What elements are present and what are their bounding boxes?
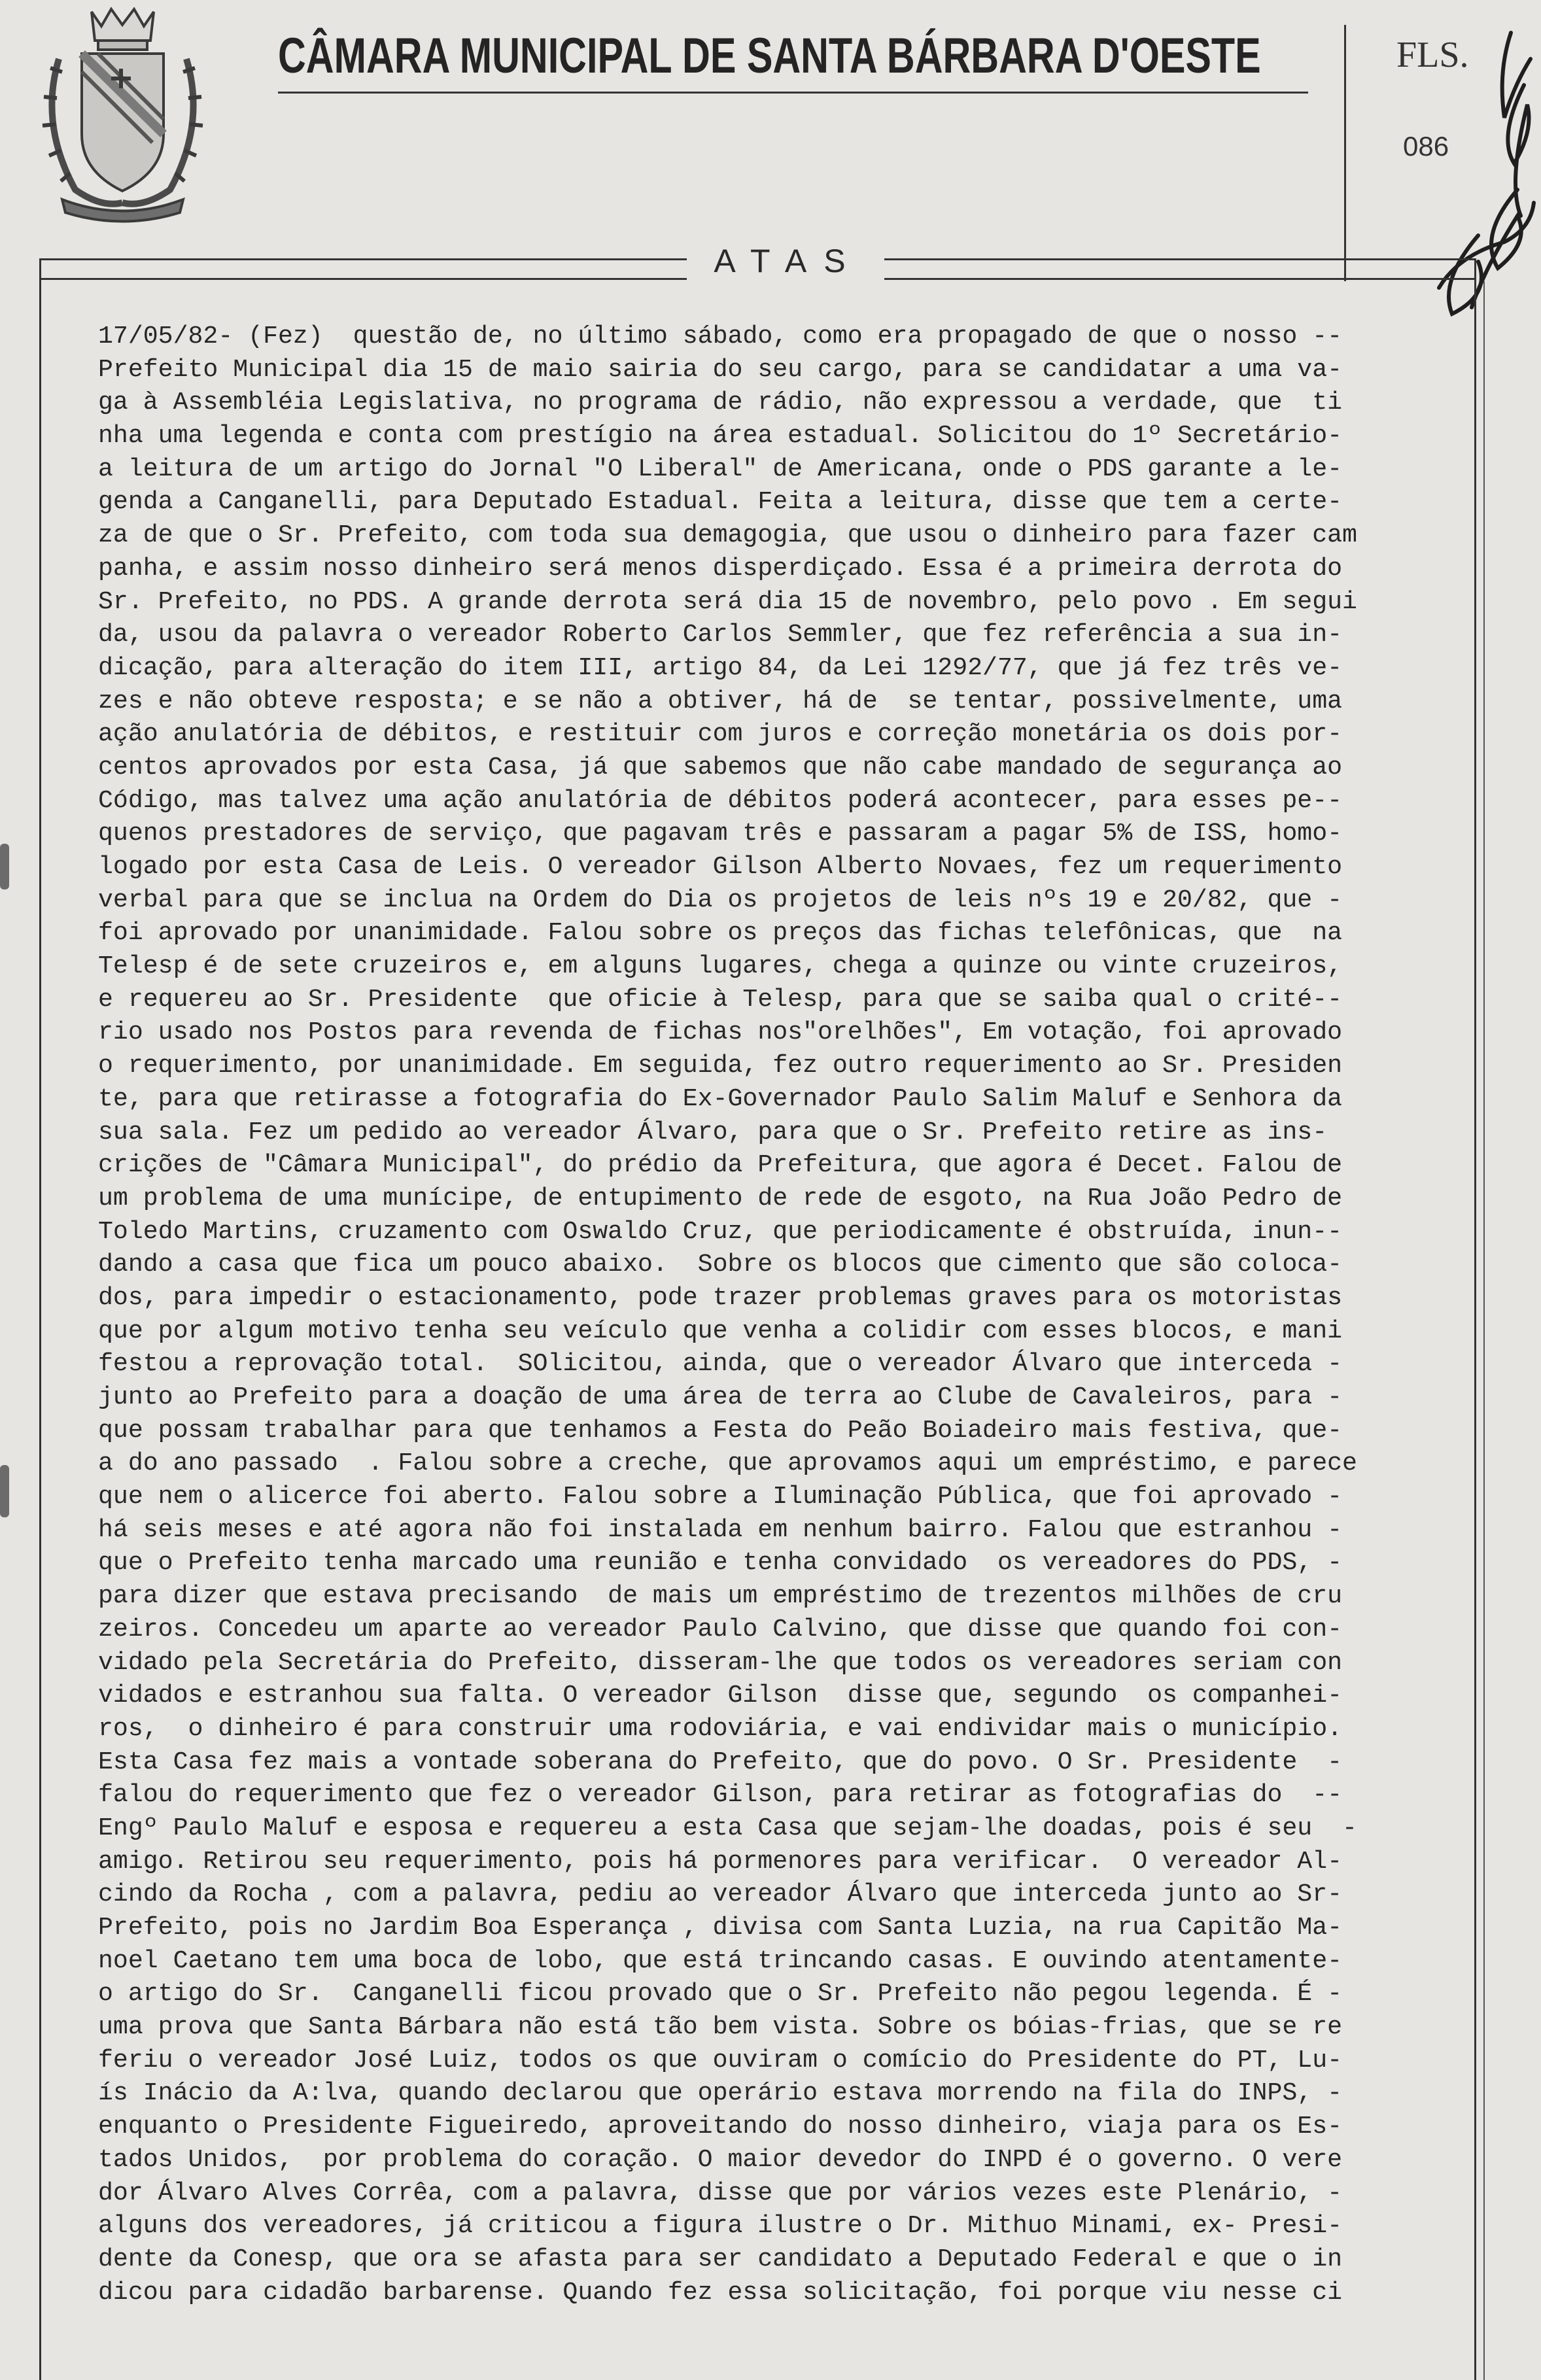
text-line: crições de "Câmara Municipal", do prédio da Prefeitura, que agora é Decet. Falou de bbox=[98, 1151, 1343, 1180]
text-line: dando a casa que fica um pouco abaixo. Sobre os blocos que cimento que são coloca- bbox=[98, 1250, 1343, 1279]
text-line: a leitura de um artigo do Jornal "O Liberal" de Americana, onde o PDS garante a le- bbox=[98, 455, 1343, 483]
text-line: rio usado nos Postos para revenda de fichas nos"orelhões", Em votação, foi aprovado bbox=[98, 1018, 1343, 1047]
handwritten-signature bbox=[1400, 20, 1541, 327]
binding-hole-mark bbox=[0, 844, 9, 889]
section-rule-left-lower bbox=[39, 278, 687, 280]
text-line: Esta Casa fez mais a vontade soberana do Prefeito, que do povo. O Sr. Presidente - bbox=[98, 1748, 1343, 1776]
text-line: za de que o Sr. Prefeito, com toda sua demagogia, que usou o dinheiro para fazer cam bbox=[98, 521, 1357, 550]
text-line: ros, o dinheiro é para construir uma rodoviária, e vai endividar mais o município. bbox=[98, 1714, 1343, 1743]
text-line: dicou para cidadão barbarense. Quando fez essa solicitação, foi porque viu nesse ci bbox=[98, 2278, 1343, 2307]
text-line: dos, para impedir o estacionamento, pode trazer problemas graves para os motoristas bbox=[98, 1283, 1343, 1312]
text-line: uma prova que Santa Bárbara não está tão bem vista. Sobre os bóias-frias, que se re bbox=[98, 2013, 1343, 2042]
text-line: genda a Canganelli, para Deputado Estadual. Feita a leitura, disse que tem a certe- bbox=[98, 488, 1343, 517]
text-line: enquanto o Presidente Figueiredo, aproveitando do nosso dinheiro, viaja para os Es- bbox=[98, 2113, 1343, 2141]
text-line: o artigo do Sr. Canganelli ficou provado que o Sr. Prefeito não pegou legenda. É - bbox=[98, 1980, 1343, 2009]
text-line: te, para que retirasse a fotografia do Ex-Governador Paulo Salim Maluf e Senhora da bbox=[98, 1084, 1343, 1113]
page-frame-left bbox=[39, 258, 41, 2380]
text-line: Prefeito Municipal dia 15 de maio sairia do seu cargo, para se candidatar a uma va- bbox=[98, 355, 1343, 384]
text-line: o requerimento, por unanimidade. Em seguida, fez outro requerimento ao Sr. Presiden bbox=[98, 1052, 1343, 1080]
text-line: Telesp é de sete cruzeiros e, em alguns lugares, chega a quinze ou vinte cruzeiros, bbox=[98, 952, 1343, 981]
text-line: verbal para que se inclua na Ordem do Dia os projetos de leis nºs 19 e 20/82, que - bbox=[98, 886, 1343, 914]
text-line: Engº Paulo Maluf e esposa e requereu a esta Casa que sejam-lhe doadas, pois é seu - bbox=[98, 1814, 1357, 1842]
text-line: para dizer que estava precisando de mais um empréstimo de trezentos milhões de cru bbox=[98, 1582, 1343, 1611]
text-line: nha uma legenda e conta com prestígio na área estadual. Solicitou do 1º Secretário- bbox=[98, 422, 1343, 451]
section-title: ATAS bbox=[714, 243, 863, 279]
text-line: foi aprovado por unanimidade. Falou sobre os preços das fichas telefônicas, que na bbox=[98, 919, 1343, 948]
text-line: panha, e assim nosso dinheiro será menos disperdiçado. Essa é a primeira derrota do bbox=[98, 554, 1343, 583]
text-line: que nem o alicerce foi aberto. Falou sobre a Iluminação Pública, que foi aprovado - bbox=[98, 1483, 1343, 1511]
text-line: há seis meses e até agora não foi instalada em nenhum bairro. Falou que estranhou - bbox=[98, 1515, 1343, 1544]
text-line: feriu o vereador José Luiz, todos os que ouviram o comício do Presidente do PT, Lu- bbox=[98, 2046, 1343, 2075]
text-line: ga à Assembléia Legislativa, no programa de rádio, não expressou a verdade, que ti bbox=[98, 388, 1343, 417]
text-line: 17/05/82- (Fez) questão de, no último sábado, como era propagado de que o nosso -- bbox=[98, 322, 1343, 351]
text-line: quenos prestadores de serviço, que pagavam três e passaram a pagar 5% de ISS, homo- bbox=[98, 819, 1343, 848]
text-line: um problema de uma munícipe, de entupimento de rede de esgoto, na Rua João Pedro de bbox=[98, 1184, 1343, 1213]
text-line: dicação, para alteração do item III, artigo 84, da Lei 1292/77, que já fez três ve- bbox=[98, 653, 1343, 682]
text-line: ís Inácio da A:lva, quando declarou que operário estava morrendo na fila do INPS, - bbox=[98, 2079, 1343, 2108]
text-line: junto ao Prefeito para a doação de uma área de terra ao Clube de Cavaleiros, para - bbox=[98, 1383, 1343, 1411]
council-header-title: CÂMARA MUNICIPAL DE SANTA BÁRBARA D'OESTE bbox=[278, 28, 1261, 84]
text-line: zes e não obteve resposta; e se não a obtiver, há de se tentar, possivelmente, uma bbox=[98, 687, 1343, 716]
text-line: que possam trabalhar para que tenhamos a Festa do Peão Boiadeiro mais festiva, que- bbox=[98, 1416, 1343, 1445]
section-rule-left bbox=[39, 258, 687, 260]
section-rule-right-lower bbox=[884, 278, 1476, 280]
binding-hole-mark bbox=[0, 1465, 9, 1517]
text-line: festou a reprovação total. SOlicitou, ainda, que o vereador Álvaro que interceda - bbox=[98, 1350, 1343, 1379]
text-line: vidado pela Secretária do Prefeito, disseram-lhe que todos os vereadores seriam con bbox=[98, 1648, 1343, 1677]
header-vertical-rule bbox=[1344, 25, 1346, 281]
text-line: alguns dos vereadores, já criticou a figura ilustre o Dr. Mithuo Minami, ex- Presi- bbox=[98, 2212, 1343, 2241]
text-line: sua sala. Fez um pedido ao vereador Álvaro, para que o Sr. Prefeito retire as ins- bbox=[98, 1118, 1328, 1147]
text-line: dente da Conesp, que ora se afasta para ser candidato a Deputado Federal e que o in bbox=[98, 2245, 1343, 2273]
minutes-body-text bbox=[98, 320, 1485, 2309]
text-line: Código, mas talvez uma ação anulatória de débitos poderá acontecer, para esses pe-- bbox=[98, 786, 1343, 815]
text-line: que o Prefeito tenha marcado uma reunião e tenha convidado os vereadores do PDS, - bbox=[98, 1549, 1343, 1578]
text-line: tados Unidos, por problema do coração. O maior devedor do INPD é o governo. O vere bbox=[98, 2145, 1343, 2174]
folio-number: 086 bbox=[1403, 131, 1449, 162]
text-line: amigo. Retirou seu requerimento, pois há pormenores para verificar. O vereador Al- bbox=[98, 1847, 1343, 1876]
text-line: Sr. Prefeito, no PDS. A grande derrota será dia 15 de novembro, pelo povo . Em segui bbox=[98, 587, 1357, 616]
text-line: dor Álvaro Alves Corrêa, com a palavra, disse que por vários vezes este Plenário, - bbox=[98, 2179, 1343, 2207]
text-line: noel Caetano tem uma boca de lobo, que está trincando casas. E ouvindo atentamente- bbox=[98, 1946, 1343, 1975]
text-line: que por algum motivo tenha seu veículo que venha a colidir com esses blocos, e mani bbox=[98, 1317, 1343, 1345]
header-rule bbox=[278, 92, 1308, 94]
text-line: e requereu ao Sr. Presidente que oficie à Telesp, para que se saiba qual o crité-- bbox=[98, 985, 1343, 1014]
section-rule-right bbox=[884, 258, 1476, 260]
text-line: centos aprovados por esta Casa, já que sabemos que não cabe mandado de segurança ao bbox=[98, 753, 1343, 782]
text-line: Prefeito, pois no Jardim Boa Esperança , divisa com Santa Luzia, na rua Capitão Ma- bbox=[98, 1914, 1343, 1942]
text-line: cindo da Rocha , com a palavra, pediu ao vereador Álvaro que interceda junto ao Sr- bbox=[98, 1880, 1343, 1909]
text-line: ação anulatória de débitos, e restituir com juros e correção monetária os dois por- bbox=[98, 720, 1343, 749]
text-line: falou do requerimento que fez o vereador Gilson, para retirar as fotografias do -- bbox=[98, 1781, 1343, 1810]
text-line: logado por esta Casa de Leis. O vereador Gilson Alberto Novaes, fez um requerimento bbox=[98, 853, 1343, 881]
text-line: da, usou da palavra o vereador Roberto Carlos Semmler, que fez referência a sua in- bbox=[98, 621, 1343, 649]
text-line: vidados e estranhou sua falta. O vereador Gilson disse que, segundo os companhei- bbox=[98, 1682, 1343, 1710]
text-line: zeiros. Concedeu um aparte ao vereador Paulo Calvino, que disse que quando foi con- bbox=[98, 1615, 1343, 1644]
folio-label: FLS. bbox=[1396, 35, 1469, 75]
coat-of-arms-emblem bbox=[36, 0, 209, 226]
text-line: Toledo Martins, cruzamento com Oswaldo Cruz, que periodicamente é obstruída, inun-- bbox=[98, 1217, 1343, 1246]
text-line: a do ano passado . Falou sobre a creche, que aprovamos aqui um empréstimo, e parece bbox=[98, 1449, 1357, 1478]
